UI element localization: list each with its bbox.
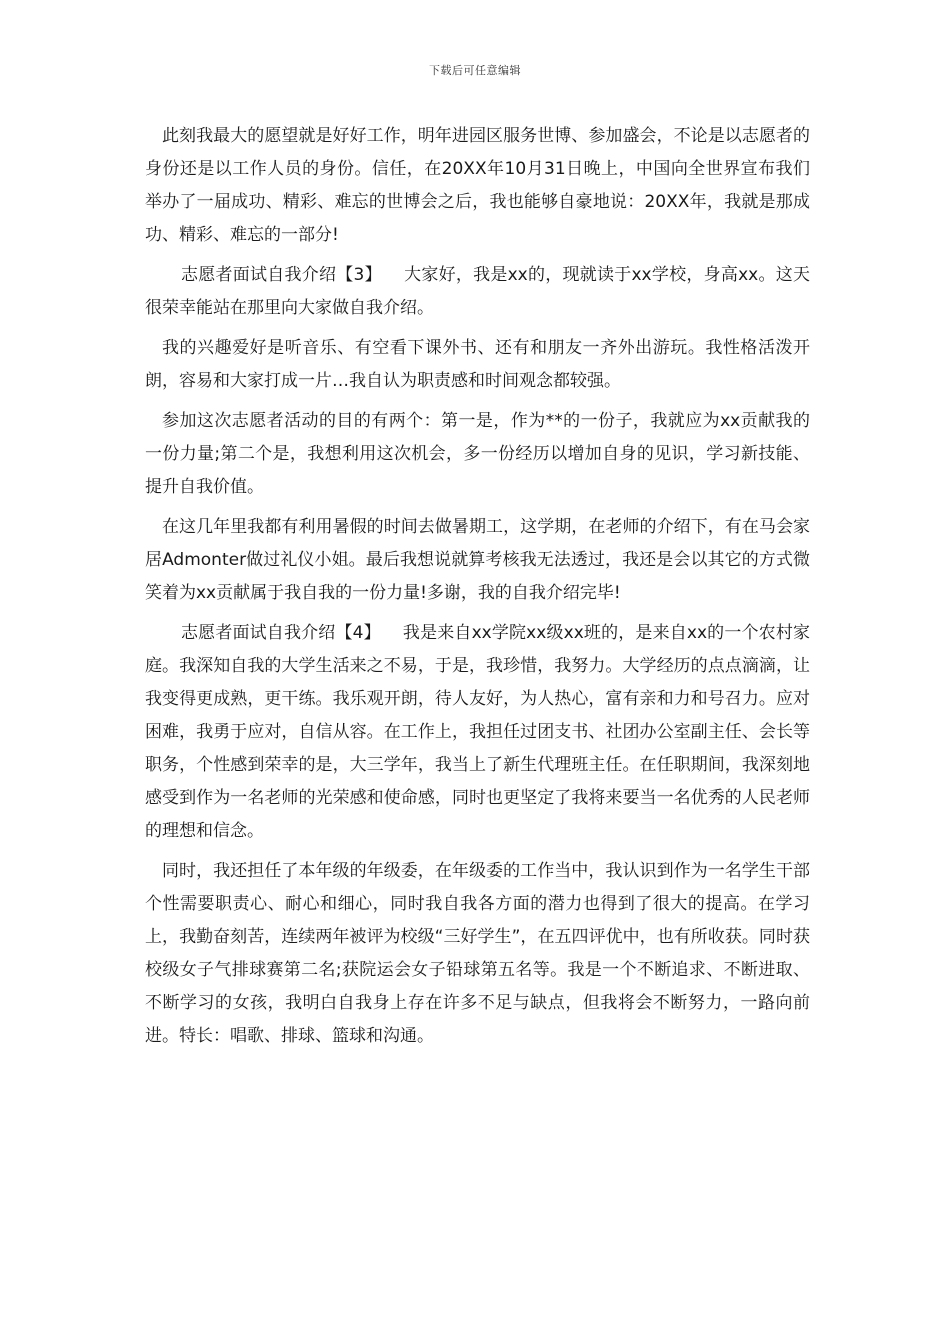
paragraph-text: 我的兴趣爱好是听音乐、有空看下课外书、还有和朋友一齐外出游玩。我性格活泼开朗，容易和大家打成一片…我自认为职责感和时间观念都较强。 <box>145 338 810 391</box>
document-body <box>145 120 810 1060</box>
page-header-note: 下载后可任意编辑 <box>429 64 521 77</box>
paragraph-3 <box>145 332 810 398</box>
section-heading-4: 志愿者面试自我介绍【4】 <box>181 623 381 643</box>
paragraph-text: 参加这次志愿者活动的目的有两个：第一是，作为**的一份子，我就应为xx贡献我的一份力量;第二个是，我想利用这次机会，多一份经历以增加自身的见识，学习新技能、提升自我价值。 <box>145 411 810 497</box>
paragraph-text: 此刻我最大的愿望就是好好工作，明年进园区服务世博、参加盛会，不论是以志愿者的身份还是以工作人员的身份。信任，在20XX年10月31日晚上，中国向全世界宣布我们举办了一届成功、精彩、难忘的世博会之后，我也能够自豪地说：20XX年，我就是那成功、精彩、难忘的一部分! <box>145 126 810 245</box>
paragraph-text: 大家好，我是xx的，现就读于xx学校，身高xx。这天很荣幸能站在那里向大家做自我介绍。 <box>145 265 810 318</box>
paragraph-1 <box>145 120 810 252</box>
paragraph-5 <box>145 511 810 610</box>
paragraph-2 <box>145 259 810 325</box>
paragraph-text: 同时，我还担任了本年级的年级委，在年级委的工作当中，我认识到作为一名学生干部个性需要职责心、耐心和细心，同时我自我各方面的潜力也得到了很大的提高。在学习上，我勤奋刻苦，连续两年被评为校级“三好学生”，在五四评优中，也有所收获。同时获校级女子气排球赛第二名;获院运会女子铅球第五名等。我是一个不断追求、不断进取、不断学习的女孩，我明白自我身上存在许多不足与缺点，但我将会不断努力，一路向前进。特长：唱歌、排球、篮球和沟通。 <box>145 861 810 1046</box>
paragraph-text: 我是来自xx学院xx级xx班的，是来自xx的一个农村家庭。我深知自我的大学生活来之不易，于是，我珍惜，我努力。大学经历的点点滴滴，让我变得更成熟，更干练。我乐观开朗，待人友好，为人热心，富有亲和力和号召力。应对困难，我勇于应对，自信从容。在工作上，我担任过团支书、社团办公室副主任、会长等职务，个性感到荣幸的是，大三学年，我当上了新生代理班主任。在任职期间，我深刻地感受到作为一名老师的光荣感和使命感，同时也更坚定了我将来要当一名优秀的人民老师的理想和信念。 <box>145 623 810 841</box>
paragraph-4 <box>145 405 810 504</box>
paragraph-6 <box>145 617 810 848</box>
section-heading-3: 志愿者面试自我介绍【3】 <box>181 265 382 285</box>
paragraph-7 <box>145 855 810 1053</box>
paragraph-text: 在这几年里我都有利用暑假的时间去做暑期工，这学期，在老师的介绍下，有在马会家居Admonter做过礼仪小姐。最后我想说就算考核我无法透过，我还是会以其它的方式微笑着为xx贡献属于我自我的一份力量!多谢，我的自我介绍完毕! <box>145 517 810 603</box>
